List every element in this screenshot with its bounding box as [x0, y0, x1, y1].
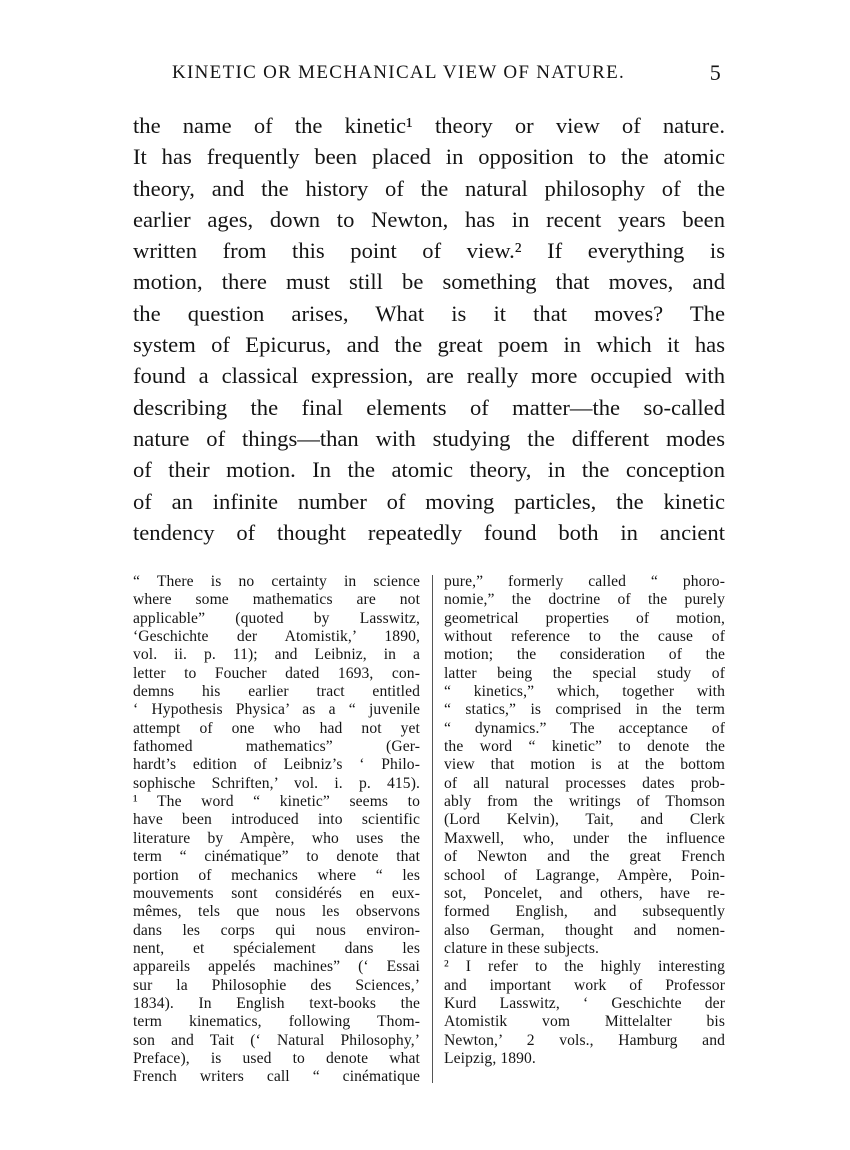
text-line: the name of the kinetic¹ theory or view of nature.: [133, 113, 725, 138]
footnote-line: son and Tait (‘ Natural Philosophy,’: [133, 1031, 420, 1049]
footnote-line: of all natural processes dates prob-: [444, 774, 725, 792]
footnote-line: French writers call “ cinématique: [133, 1068, 420, 1086]
footnote-line: ‘ Hypothesis Physica’ as a “ juvenile: [133, 701, 420, 719]
footnote-column-divider: [432, 575, 433, 1083]
footnote-line: motion; the consideration of the: [444, 646, 725, 664]
footnote-line: “ There is no certainty in science: [133, 573, 420, 590]
footnote-line: Kurd Lasswitz, ‘ Geschichte der: [444, 994, 725, 1012]
footnote-line: “ statics,” is comprised in the term: [444, 701, 725, 719]
text-line: of their motion. In the atomic theory, in the conception: [133, 457, 725, 483]
footnote-line: vol. ii. p. 11); and Leibniz, in a: [133, 646, 420, 664]
footnote-line: nent, et spécialement dans les: [133, 939, 420, 957]
page-number: 5: [709, 60, 722, 85]
footnote-line: mêmes, tels que nous les observons: [133, 903, 420, 921]
text-line: written from this point of view.² If everything is: [133, 238, 725, 264]
footnote-line: ‘Geschichte der Atomistik,’ 1890,: [133, 628, 420, 646]
footnote-line: geometrical properties of motion,: [444, 609, 725, 627]
main-text: [133, 110, 725, 548]
footnote-line: (Lord Kelvin), Tait, and Clerk: [444, 811, 725, 829]
footnote-line: term “ cinématique” to denote that: [133, 848, 420, 866]
footnote-line: of Newton and the great French: [444, 848, 725, 866]
footnote-line: dans les corps qui nous environ-: [133, 921, 420, 939]
footnote-line: term kinematics, following Thom-: [133, 1013, 420, 1031]
footnote-line: where some mathematics are not: [133, 591, 420, 609]
footnotes-left-column: [133, 573, 420, 1087]
footnote-line: Leipzig, 1890.: [444, 1049, 536, 1067]
footnote-line: formed English, and subsequently: [444, 903, 725, 921]
footnote-line: view that motion is at the bottom: [444, 756, 725, 774]
footnote-line: literature by Ampère, who uses the: [133, 829, 420, 847]
footnote-line: nomie,” the doctrine of the purely: [444, 591, 725, 609]
footnote-line: Atomistik vom Mittelalter bis: [444, 1013, 725, 1031]
footnote-line: “ kinetics,” which, together with: [444, 683, 725, 701]
running-title: KINETIC OR MECHANICAL VIEW OF NATURE.: [172, 62, 626, 83]
footnote-line: appareils appelés machines” (‘ Essai: [133, 958, 420, 976]
text-line: motion, there must still be something that moves, and: [133, 269, 725, 295]
footnote-line: demns his earlier tract entitled: [133, 683, 420, 701]
text-line: nature of things—than with studying the different modes: [133, 425, 725, 451]
footnote-line: ¹ The word “ kinetic” seems to: [133, 793, 420, 811]
footnote-line: and important work of Professor: [444, 976, 725, 994]
footnote-line: ² I refer to the highly interesting: [444, 958, 725, 976]
footnote-line: “ dynamics.” The acceptance of: [444, 719, 725, 737]
text-line: of an infinite number of moving particles, the kinetic: [133, 488, 725, 514]
text-line: describing the final elements of matter—the so-called: [133, 394, 725, 420]
footnote-line: portion of mechanics where “ les: [133, 866, 420, 884]
text-line: system of Epicurus, and the great poem in which it has: [133, 332, 725, 358]
text-line: theory, and the history of the natural philosophy of the: [133, 175, 725, 201]
text-line: tendency of thought repeatedly found both in ancient: [133, 519, 725, 545]
footnote-line: Maxwell, who, under the influence: [444, 829, 725, 847]
footnote-line: Newton,’ 2 vols., Hamburg and: [444, 1031, 725, 1049]
footnote-line: school of Lagrange, Ampère, Poin-: [444, 866, 725, 884]
running-header: [172, 60, 732, 90]
footnote-line: mouvements sont considérés en eux-: [133, 884, 420, 902]
footnote-line: pure,” formerly called “ phoro-: [444, 573, 725, 590]
text-line: earlier ages, down to Newton, has in recent years been: [133, 206, 725, 232]
text-line: found a classical expression, are really more occupied with: [133, 363, 725, 389]
footnote-line: attempt of one who had not yet: [133, 719, 420, 737]
footnote-line: Preface), is used to denote what: [133, 1049, 420, 1067]
footnote-line: have been introduced into scientific: [133, 811, 420, 829]
footnotes-right-column: [444, 573, 725, 1068]
footnote-line: clature in these subjects.: [444, 939, 600, 957]
footnote-line: fathomed mathematics” (Ger-: [133, 738, 420, 756]
footnote-line: also German, thought and nomen-: [444, 921, 725, 939]
footnote-line: the word “ kinetic” to denote the: [444, 738, 725, 756]
footnote-line: sot, Poncelet, and others, have re-: [444, 884, 725, 902]
footnote-line: sur la Philosophie des Sciences,’: [133, 976, 420, 994]
footnote-line: letter to Foucher dated 1693, con-: [133, 664, 420, 682]
footnote-line: latter being the special study of: [444, 664, 725, 682]
footnote-line: sophische Schriften,’ vol. i. p. 415).: [133, 774, 420, 792]
footnote-line: ably from the writings of Thomson: [444, 793, 725, 811]
text-line: It has frequently been placed in opposition to the atomic: [133, 144, 725, 170]
footnote-line: without reference to the cause of: [444, 628, 725, 646]
footnote-line: applicable” (quoted by Lasswitz,: [133, 609, 420, 627]
footnote-line: 1834). In English text-books the: [133, 994, 420, 1012]
footnote-line: hardt’s edition of Leibniz’s ‘ Philo-: [133, 756, 420, 774]
text-line: the question arises, What is it that moves? The: [133, 300, 725, 326]
